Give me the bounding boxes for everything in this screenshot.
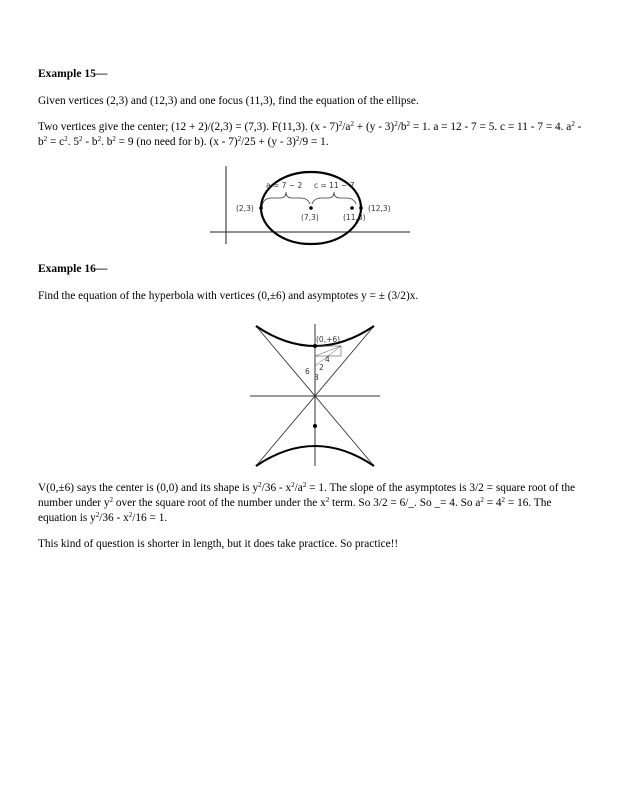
hyperbola-figure: [248, 318, 383, 470]
right-vertex-label: (12,3): [368, 204, 391, 213]
label-c: c = 11 − 7: [314, 181, 355, 190]
lower-vertex-point: [313, 424, 317, 428]
example-15-solution: Two vertices give the center; (12 + 2)/(2,3) = (7,3). F(11,3). $(x - 7)^2/a^2 + (y - 3)^2/b^2 = 1$. a = 12 - 7 = 5. c = 11 - 7 = 4. $a^2 - b^2 = c^2$. $5^2 - b^2$. $b^2 = 9$ (no need for b). (x - 7)$^2$/25 + (y - 3)$^2$/9 = 1.: [38, 120, 582, 148]
example-16-heading: Example 16—: [38, 263, 108, 275]
label-2: 2: [319, 363, 324, 372]
ellipse-figure: [200, 158, 420, 250]
label-a: a = 7 − 2: [266, 181, 303, 190]
brace-a: [262, 192, 310, 208]
left-vertex-point: [259, 206, 263, 210]
left-vertex-label: (2,3): [236, 204, 254, 213]
example-15-prompt: Given vertices (2,3) and (12,3) and one focus (11,3), find the equation of the ellipse.: [38, 95, 419, 107]
label-4: 4: [325, 355, 330, 364]
example-16-solution: V(0,±6) says the center is (0,0) and its shape is $y^2/36 - x^2/a^2 = 1$. The slope of the asymptotes is 3/2 = square root of the number under $y^2$ over the square root of the number under the $x^2$ term. So 3/2 = 6/_. So _= 4. So $a^2 = 4^2 = 16$. The equation is $y^2/36 - x^2/16 = 1$.: [38, 481, 576, 524]
brace-c: [312, 192, 356, 204]
right-vertex-point: [359, 206, 363, 210]
example-16-prompt: Find the equation of the hyperbola with vertices (0,±6) and asymptotes y = ± (3/2)x.: [38, 290, 419, 302]
closing-remark: This kind of question is shorter in length, but it does take practice. So practice!!: [38, 538, 399, 550]
label-3: 3: [314, 373, 319, 382]
center-label: (7,3): [301, 213, 319, 222]
focus-point: [350, 206, 354, 210]
focus-label: (11,3): [343, 213, 366, 222]
center-point: [309, 206, 313, 210]
upper-vertex-label: (0,+6): [316, 335, 341, 344]
example-15-heading: Example 15—: [38, 68, 108, 80]
upper-vertex-point: [313, 344, 317, 348]
label-6: 6: [305, 367, 310, 376]
